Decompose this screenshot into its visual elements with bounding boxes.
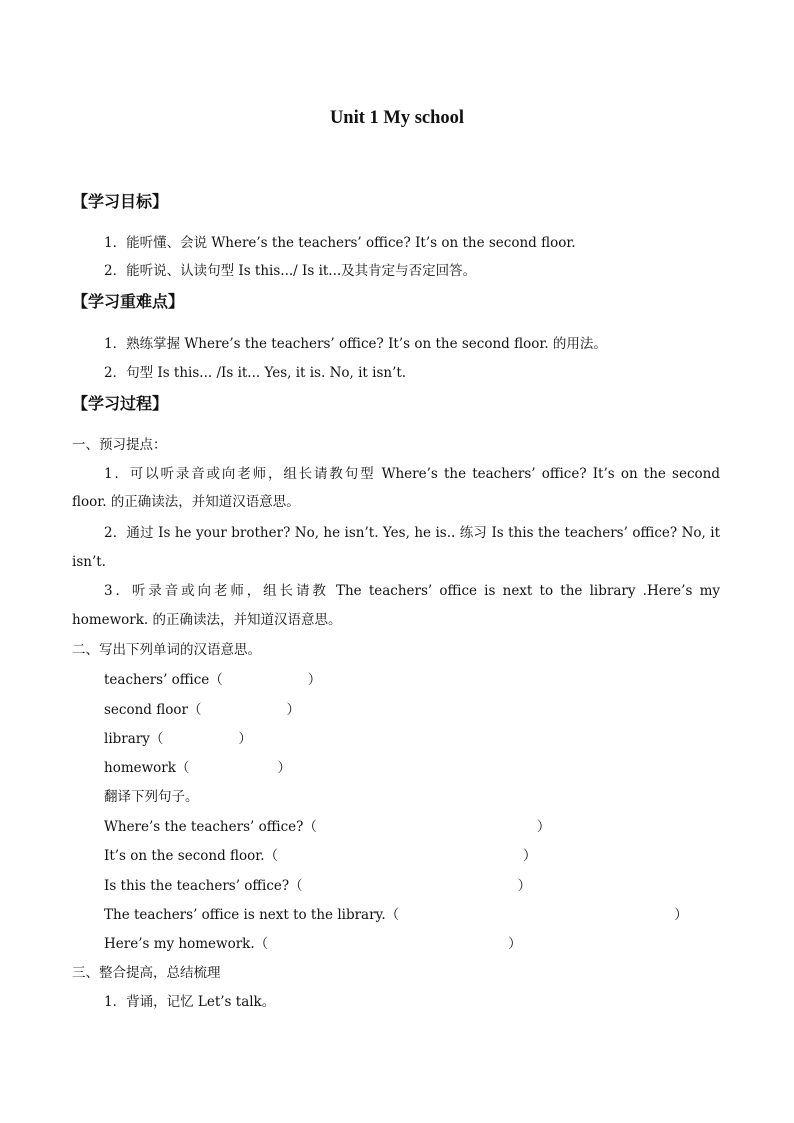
- objective-item-2: 2．能听说、认读句型 Is this.../ Is it...及其肯定与否定回答。: [104, 263, 477, 279]
- objectives-heading: 【学习目标】: [72, 192, 169, 211]
- part3-item-1: 1．背诵，记忆 Let’s talk。: [104, 994, 276, 1010]
- part1-p3-line2: homework. 的正确读法，并知道汉语意思。: [72, 612, 342, 628]
- part1-title: 一、预习提点：: [72, 437, 167, 453]
- key-point-item-2: 2．句型 Is this... /Is it... Yes, it is. No, it isn’t.: [104, 365, 407, 381]
- page-title: Unit 1 My school: [329, 108, 465, 128]
- sentence-item: The teachers’ office is next to the library.（ ）: [104, 907, 688, 923]
- process-heading: 【学习过程】: [72, 394, 169, 413]
- part2-title: 二、写出下列单词的汉语意思。: [72, 642, 261, 658]
- sentence-item: It’s on the second floor.（ ）: [104, 848, 537, 864]
- part1-p3-line1: 3．听录音或向老师，组长请教 The teachers’ office is next to the library .Here’s my: [104, 583, 720, 599]
- part1-p1-line1: 1．可以听录音或向老师，组长请教句型 Where’s the teachers’ office? It’s on the second: [104, 466, 720, 482]
- sentence-item: Is this the teachers’ office?（ ）: [104, 878, 532, 894]
- translate-title: 翻译下列句子。: [104, 789, 199, 805]
- part1-p1-line2: floor. 的正确读法，并知道汉语意思。: [72, 494, 300, 510]
- objective-item-1: 1．能听懂、会说 Where’s the teachers’ office? It’s on the second floor.: [104, 235, 576, 251]
- part1-p2-line2: isn’t.: [72, 554, 106, 570]
- word-item: homework（ ）: [104, 760, 291, 776]
- part1-p2-line1: 2．通过 Is he your brother? No, he isn’t. Yes, he is.. 练习 Is this the teachers’ office? No, it: [104, 525, 720, 541]
- word-item: library（ ）: [104, 731, 252, 747]
- key-points-heading: 【学习重难点】: [72, 292, 185, 311]
- part3-title: 三、整合提高，总结梳理: [72, 965, 221, 981]
- key-point-item-1: 1．熟练掌握 Where’s the teachers’ office? It’s on the second floor. 的用法。: [104, 336, 607, 352]
- sentence-item: Where’s the teachers’ office?（ ）: [104, 819, 551, 835]
- word-item: teachers’ office（ ）: [104, 672, 322, 688]
- word-item: second floor（ ）: [104, 702, 300, 718]
- sentence-item: Here’s my homework.（ ）: [104, 936, 522, 952]
